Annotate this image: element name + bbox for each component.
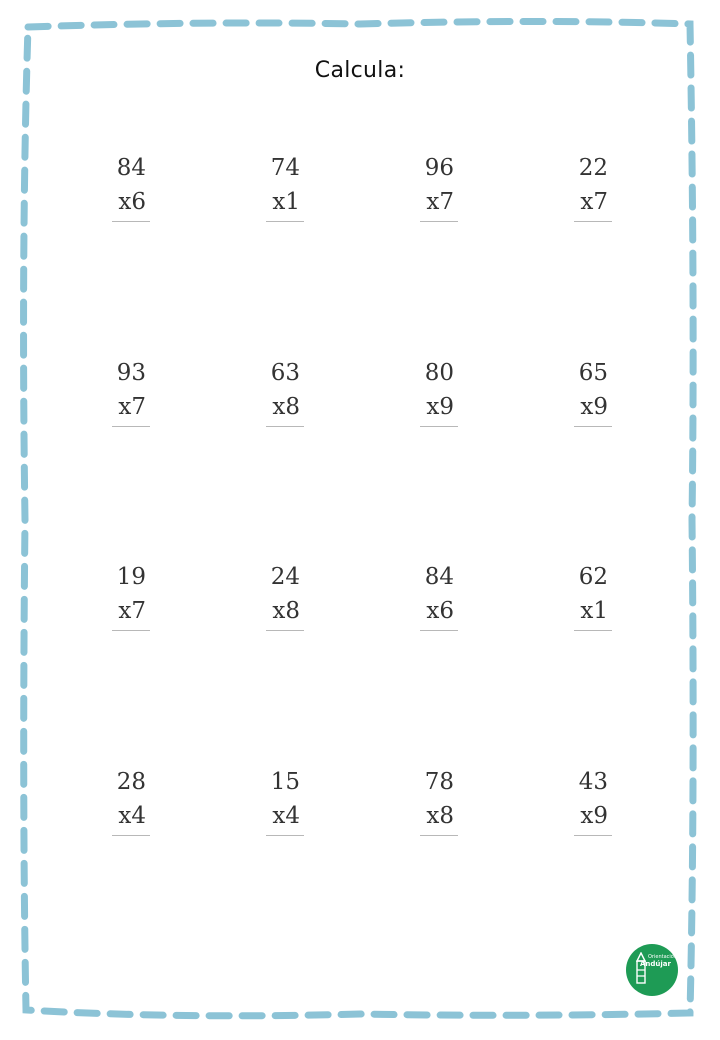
multiplier: x6 bbox=[426, 598, 454, 624]
multiplication-problem bbox=[86, 356, 146, 427]
multiplier: x6 bbox=[118, 189, 146, 215]
answer-line bbox=[266, 426, 304, 427]
multiplication-problem bbox=[548, 151, 608, 222]
answer-line bbox=[112, 630, 150, 631]
multiplication-problem bbox=[548, 560, 608, 631]
logo-text-main: Andújar bbox=[640, 960, 671, 968]
worksheet-title: Calcula: bbox=[314, 58, 406, 83]
multiplicand: 84 bbox=[116, 155, 146, 181]
multiplicand: 22 bbox=[578, 155, 608, 181]
multiplier: x4 bbox=[118, 803, 146, 829]
answer-line bbox=[266, 835, 304, 836]
multiplication-problem bbox=[240, 356, 300, 427]
multiplicand: 63 bbox=[270, 360, 300, 386]
multiplier: x1 bbox=[272, 189, 300, 215]
answer-line bbox=[266, 630, 304, 631]
multiplicand: 15 bbox=[270, 769, 300, 795]
answer-line bbox=[266, 221, 304, 222]
multiplicand: 43 bbox=[578, 769, 608, 795]
multiplicand: 24 bbox=[270, 564, 300, 590]
multiplication-problem bbox=[86, 765, 146, 836]
multiplier: x7 bbox=[118, 394, 146, 420]
multiplier: x9 bbox=[580, 394, 608, 420]
multiplicand: 28 bbox=[116, 769, 146, 795]
multiplier: x8 bbox=[272, 598, 300, 624]
multiplier: x9 bbox=[580, 803, 608, 829]
multiplicand: 19 bbox=[116, 564, 146, 590]
multiplication-problem bbox=[394, 151, 454, 222]
answer-line bbox=[574, 630, 612, 631]
answer-line bbox=[420, 221, 458, 222]
multiplication-problem bbox=[394, 765, 454, 836]
multiplication-problem bbox=[86, 151, 146, 222]
multiplication-problem bbox=[548, 765, 608, 836]
multiplication-problem bbox=[86, 560, 146, 631]
multiplier: x4 bbox=[272, 803, 300, 829]
answer-line bbox=[574, 835, 612, 836]
multiplicand: 78 bbox=[424, 769, 454, 795]
multiplier: x9 bbox=[426, 394, 454, 420]
multiplicand: 84 bbox=[424, 564, 454, 590]
answer-line bbox=[420, 835, 458, 836]
answer-line bbox=[574, 426, 612, 427]
multiplication-problem bbox=[240, 560, 300, 631]
multiplier: x7 bbox=[426, 189, 454, 215]
multiplication-problem bbox=[548, 356, 608, 427]
answer-line bbox=[112, 221, 150, 222]
multiplicand: 74 bbox=[270, 155, 300, 181]
answer-line bbox=[112, 835, 150, 836]
answer-line bbox=[420, 630, 458, 631]
multiplication-problem bbox=[394, 356, 454, 427]
answer-line bbox=[112, 426, 150, 427]
multiplicand: 62 bbox=[578, 564, 608, 590]
multiplication-problem bbox=[240, 765, 300, 836]
multiplicand: 96 bbox=[424, 155, 454, 181]
multiplier: x8 bbox=[426, 803, 454, 829]
multiplier: x7 bbox=[118, 598, 146, 624]
multiplicand: 93 bbox=[116, 360, 146, 386]
pencil-icon bbox=[636, 952, 646, 988]
multiplier: x8 bbox=[272, 394, 300, 420]
multiplicand: 80 bbox=[424, 360, 454, 386]
multiplier: x1 bbox=[580, 598, 608, 624]
multiplier: x7 bbox=[580, 189, 608, 215]
answer-line bbox=[420, 426, 458, 427]
multiplication-problem bbox=[394, 560, 454, 631]
orientacion-andujar-logo bbox=[626, 944, 678, 996]
answer-line bbox=[574, 221, 612, 222]
multiplication-problem bbox=[240, 151, 300, 222]
logo-text-small: Orientación bbox=[648, 954, 678, 960]
multiplicand: 65 bbox=[578, 360, 608, 386]
